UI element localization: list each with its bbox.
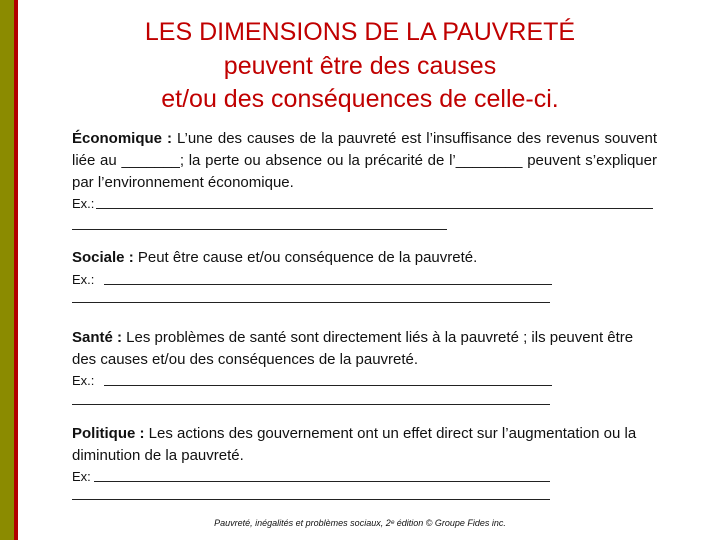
side-bar-olive xyxy=(0,0,14,540)
section-sociale xyxy=(72,247,657,269)
title-line-2: peuvent être des causes xyxy=(223,52,497,80)
economique-answer-line-2[interactable] xyxy=(72,229,447,230)
section-economique xyxy=(72,128,657,194)
section-economique-label: Économique : xyxy=(72,130,172,147)
politique-answer-line-2[interactable] xyxy=(72,499,550,500)
section-sociale-text: Peut être cause et/ou conséquence de la pauvreté. xyxy=(133,249,478,266)
sociale-answer-line-2[interactable] xyxy=(72,302,550,303)
sociale-answer-line-1[interactable] xyxy=(104,284,552,285)
title-line-1: LES DIMENSIONS DE LA PAUVRETÉ xyxy=(144,18,576,46)
section-sociale-label: Sociale : xyxy=(72,249,134,266)
section-sante xyxy=(72,327,657,371)
section-sante-text: Les problèmes de santé sont directement liés à la pauvreté ; ils peuvent être des causes et/ou des conséquences de la pauvreté. xyxy=(72,329,634,368)
politique-answer-line-1[interactable] xyxy=(94,481,550,482)
section-economique-text: L’une des causes de la pauvreté est l’insuffisance des revenus souvent liée au _______; la perte ou absence ou la précarité de l’________ peuvent s’expliquer par l’environnement économique. xyxy=(72,130,657,191)
sante-answer-line-2[interactable] xyxy=(72,404,550,405)
sante-answer-line-1[interactable] xyxy=(104,385,552,386)
footer-credit: Pauvreté, inégalités et problèmes sociaux, 2ᵉ édition © Groupe Fides inc. xyxy=(214,518,506,528)
section-politique-label: Politique : xyxy=(72,425,145,442)
section-politique xyxy=(72,423,657,467)
side-bar-red xyxy=(14,0,18,540)
sociale-example-label: Ex.: xyxy=(72,272,95,287)
section-politique-text: Les actions des gouvernement ont un effet direct sur l’augmentation ou la diminution de la pauvreté. xyxy=(72,425,637,464)
section-sante-label: Santé : xyxy=(72,329,123,346)
economique-answer-line-1[interactable] xyxy=(96,208,653,209)
economique-example-label: Ex.: xyxy=(72,196,95,211)
sante-example-label: Ex.: xyxy=(72,373,95,388)
politique-example-label: Ex: xyxy=(72,469,91,484)
title-line-3: et/ou des conséquences de celle-ci. xyxy=(161,85,559,113)
